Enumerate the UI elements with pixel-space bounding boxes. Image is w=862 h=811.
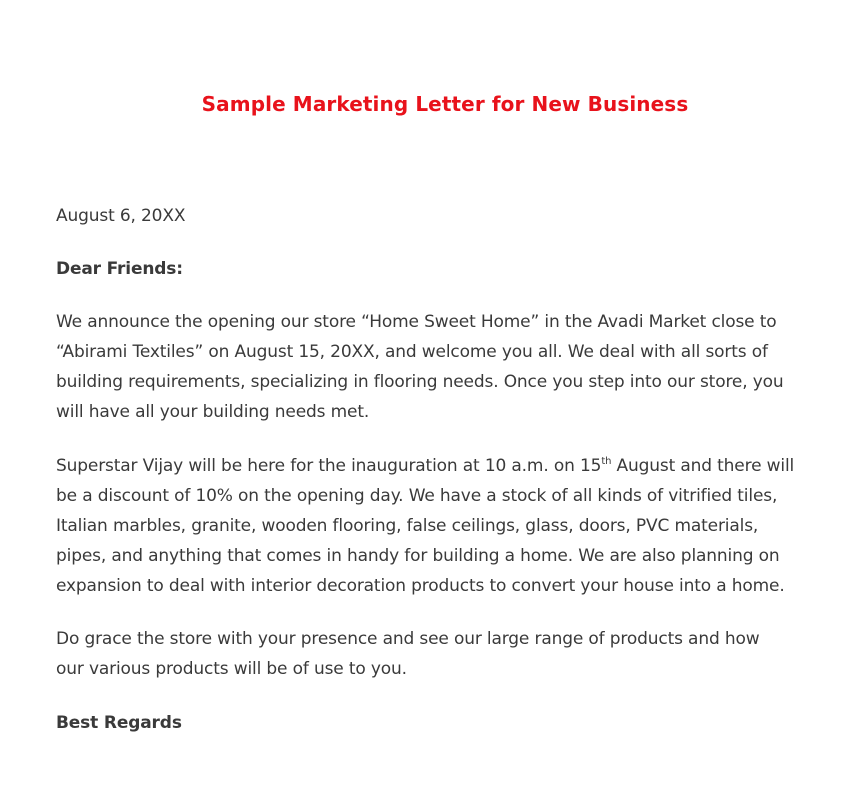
paragraph-line: be a discount of 10% on the opening day. We have a stock of all kinds of vitrified tiles,	[56, 486, 778, 506]
paragraph-line: our various products will be of use to you.	[56, 659, 407, 679]
paragraph-line: pipes, and anything that comes in handy for building a home. We are also planning on	[56, 546, 780, 566]
paragraph-inauguration	[56, 451, 846, 601]
paragraph-line: expansion to deal with interior decoration products to convert your house into a home.	[56, 576, 785, 596]
paragraph-line: Italian marbles, granite, wooden flooring, false ceilings, glass, doors, PVC materials,	[56, 516, 759, 536]
paragraph-invitation	[56, 624, 846, 684]
letter-title: Sample Marketing Letter for New Business	[201, 92, 689, 116]
paragraph-line: building requirements, specializing in flooring needs. Once you step into our store, you	[56, 372, 784, 392]
paragraph-line: “Abirami Textiles” on August 15, 20XX, and welcome you all. We deal with all sorts of	[56, 342, 768, 362]
inauguration-text-rest: August and there will	[611, 456, 795, 476]
letter-salutation: Dear Friends:	[56, 259, 183, 279]
letter-closing: Best Regards	[56, 713, 182, 733]
paragraph-line: We announce the opening our store “Home Sweet Home” in the Avadi Market close to	[56, 312, 777, 332]
inauguration-text: Superstar Vijay will be here for the inauguration at 10 a.m. on 15	[56, 456, 602, 476]
paragraph-line: will have all your building needs met.	[56, 402, 370, 422]
ordinal-suffix: th	[601, 456, 612, 467]
letter-date: August 6, 20XX	[56, 206, 186, 226]
paragraph-line: Do grace the store with your presence and see our large range of products and how	[56, 629, 760, 649]
paragraph-opening	[56, 307, 846, 427]
paragraph-line	[56, 451, 846, 481]
